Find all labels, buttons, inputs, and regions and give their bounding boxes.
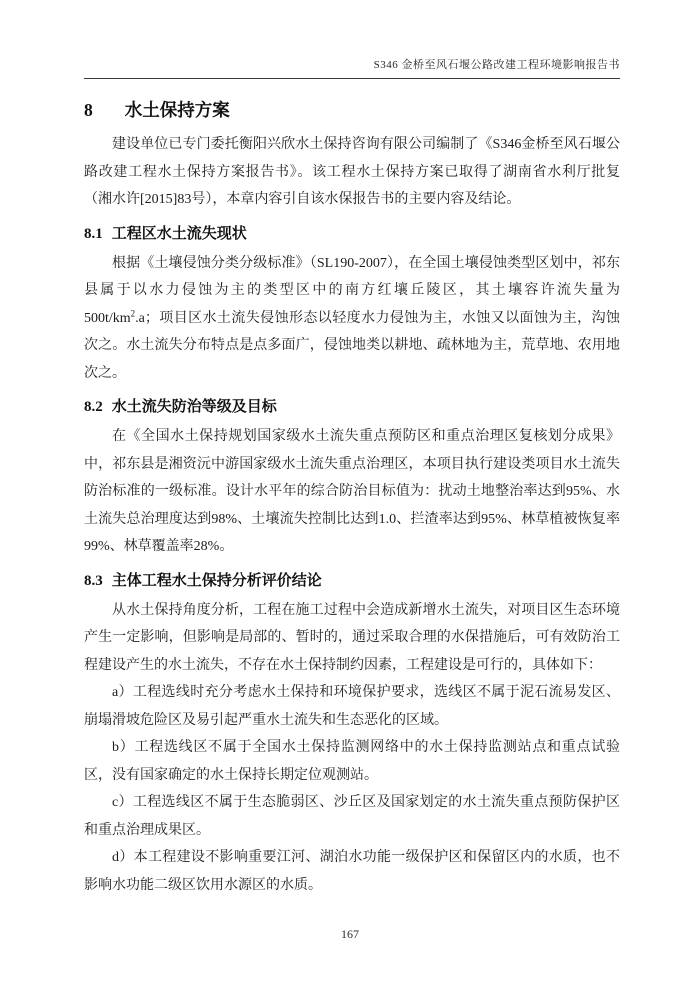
section-8-2-paragraph: 在《全国水土保持规划国家级水土流失重点预防区和重点治理区复核划分成果》中，祁东县是湘资沅中游国家级水土流失重点治理区，本项目执行建设类项目水土流失防治标准的一级标准。设计水平年的综合防治目标值为：扰动土地整治率达到95%、水土流失总治理度达到98%、土壤流失控制比达到1.0、拦渣率达到95%、林草植被恢复率99%、林草覆盖率28%。	[84, 429, 620, 554]
page-number: 167	[341, 927, 359, 941]
conclusion-item-a: a）工程选线时充分考虑水土保持和环境保护要求，选线区不属于泥石流易发区、崩塌滑坡危险区及易引起严重水土流失和生态恶化的区域。	[84, 685, 620, 728]
chapter-intro-paragraph: 建设单位已专门委托衡阳兴欣水土保持咨询有限公司编制了《S346金桥至风石堰公路改建工程水土保持方案报告书》。该工程水土保持方案已取得了湖南省水利厅批复（湘水许[2015]83号），本章内容引自该水保报告书的主要内容及结论。	[84, 137, 620, 207]
conclusion-item-c: c）工程选线区不属于生态脆弱区、沙丘区及国家划定的水土流失重点预防保护区和重点治理成果区。	[84, 795, 620, 838]
para-text-after-superscript: .a；项目区水土流失侵蚀形态以轻度水力侵蚀为主，水蚀又以面蚀为主，沟蚀次之。水土流失分布特点是点多面广，侵蚀地类以耕地、疏林地为主，荒草地、农用地次之。	[84, 310, 620, 381]
superscript-2: 2	[130, 307, 136, 318]
chapter-heading	[84, 97, 620, 123]
section-8-2-number: 8.2	[84, 399, 103, 415]
para-text-before-superscript: 根据《土壤侵蚀分类分级标准》（SL190-2007），在全国土壤侵蚀类型区划中，祁东县属于以水力侵蚀为主的类型区中的南方红壤丘陵区，其土壤容许流失量为500t/km	[84, 255, 620, 326]
section-heading-8-2	[84, 394, 620, 421]
page-footer	[0, 927, 700, 942]
section-heading-8-1	[84, 221, 620, 248]
section-8-3-title: 主体工程水土保持分析评价结论	[111, 572, 322, 589]
section-8-1-title: 工程区水土流失现状	[111, 225, 247, 242]
running-header-title: S346 金桥至风石堰公路改建工程环境影响报告书	[373, 59, 620, 71]
chapter-title: 水土保持方案	[124, 100, 230, 120]
section-8-2-title: 水土流失防治等级及目标	[111, 399, 277, 415]
section-8-3-paragraph: 从水土保持角度分析，工程在施工过程中会造成新增水土流失，对项目区生态环境产生一定影响，但影响是局部的、暂时的，通过采取合理的水保措施后，可有效防治工程建设产生的水土流失，不存在水土保持制约因素，工程建设是可行的，具体如下：	[84, 602, 620, 673]
chapter-number: 8	[84, 100, 93, 120]
section-8-3-number: 8.3	[84, 572, 103, 589]
section-8-1-number: 8.1	[84, 225, 103, 242]
section-8-1-paragraph	[84, 250, 620, 388]
conclusion-item-b: b）工程选线区不属于全国水土保持监测网络中的水土保持监测站点和重点试验区，没有国家确定的水土保持长期定位观测站。	[84, 740, 620, 783]
conclusion-item-d: d）本工程建设不影响重要江河、湖泊水功能一级保护区和保留区内的水质，也不影响水功能二级区饮用水源区的水质。	[84, 850, 620, 893]
running-header	[84, 58, 620, 79]
section-heading-8-3	[84, 568, 620, 595]
